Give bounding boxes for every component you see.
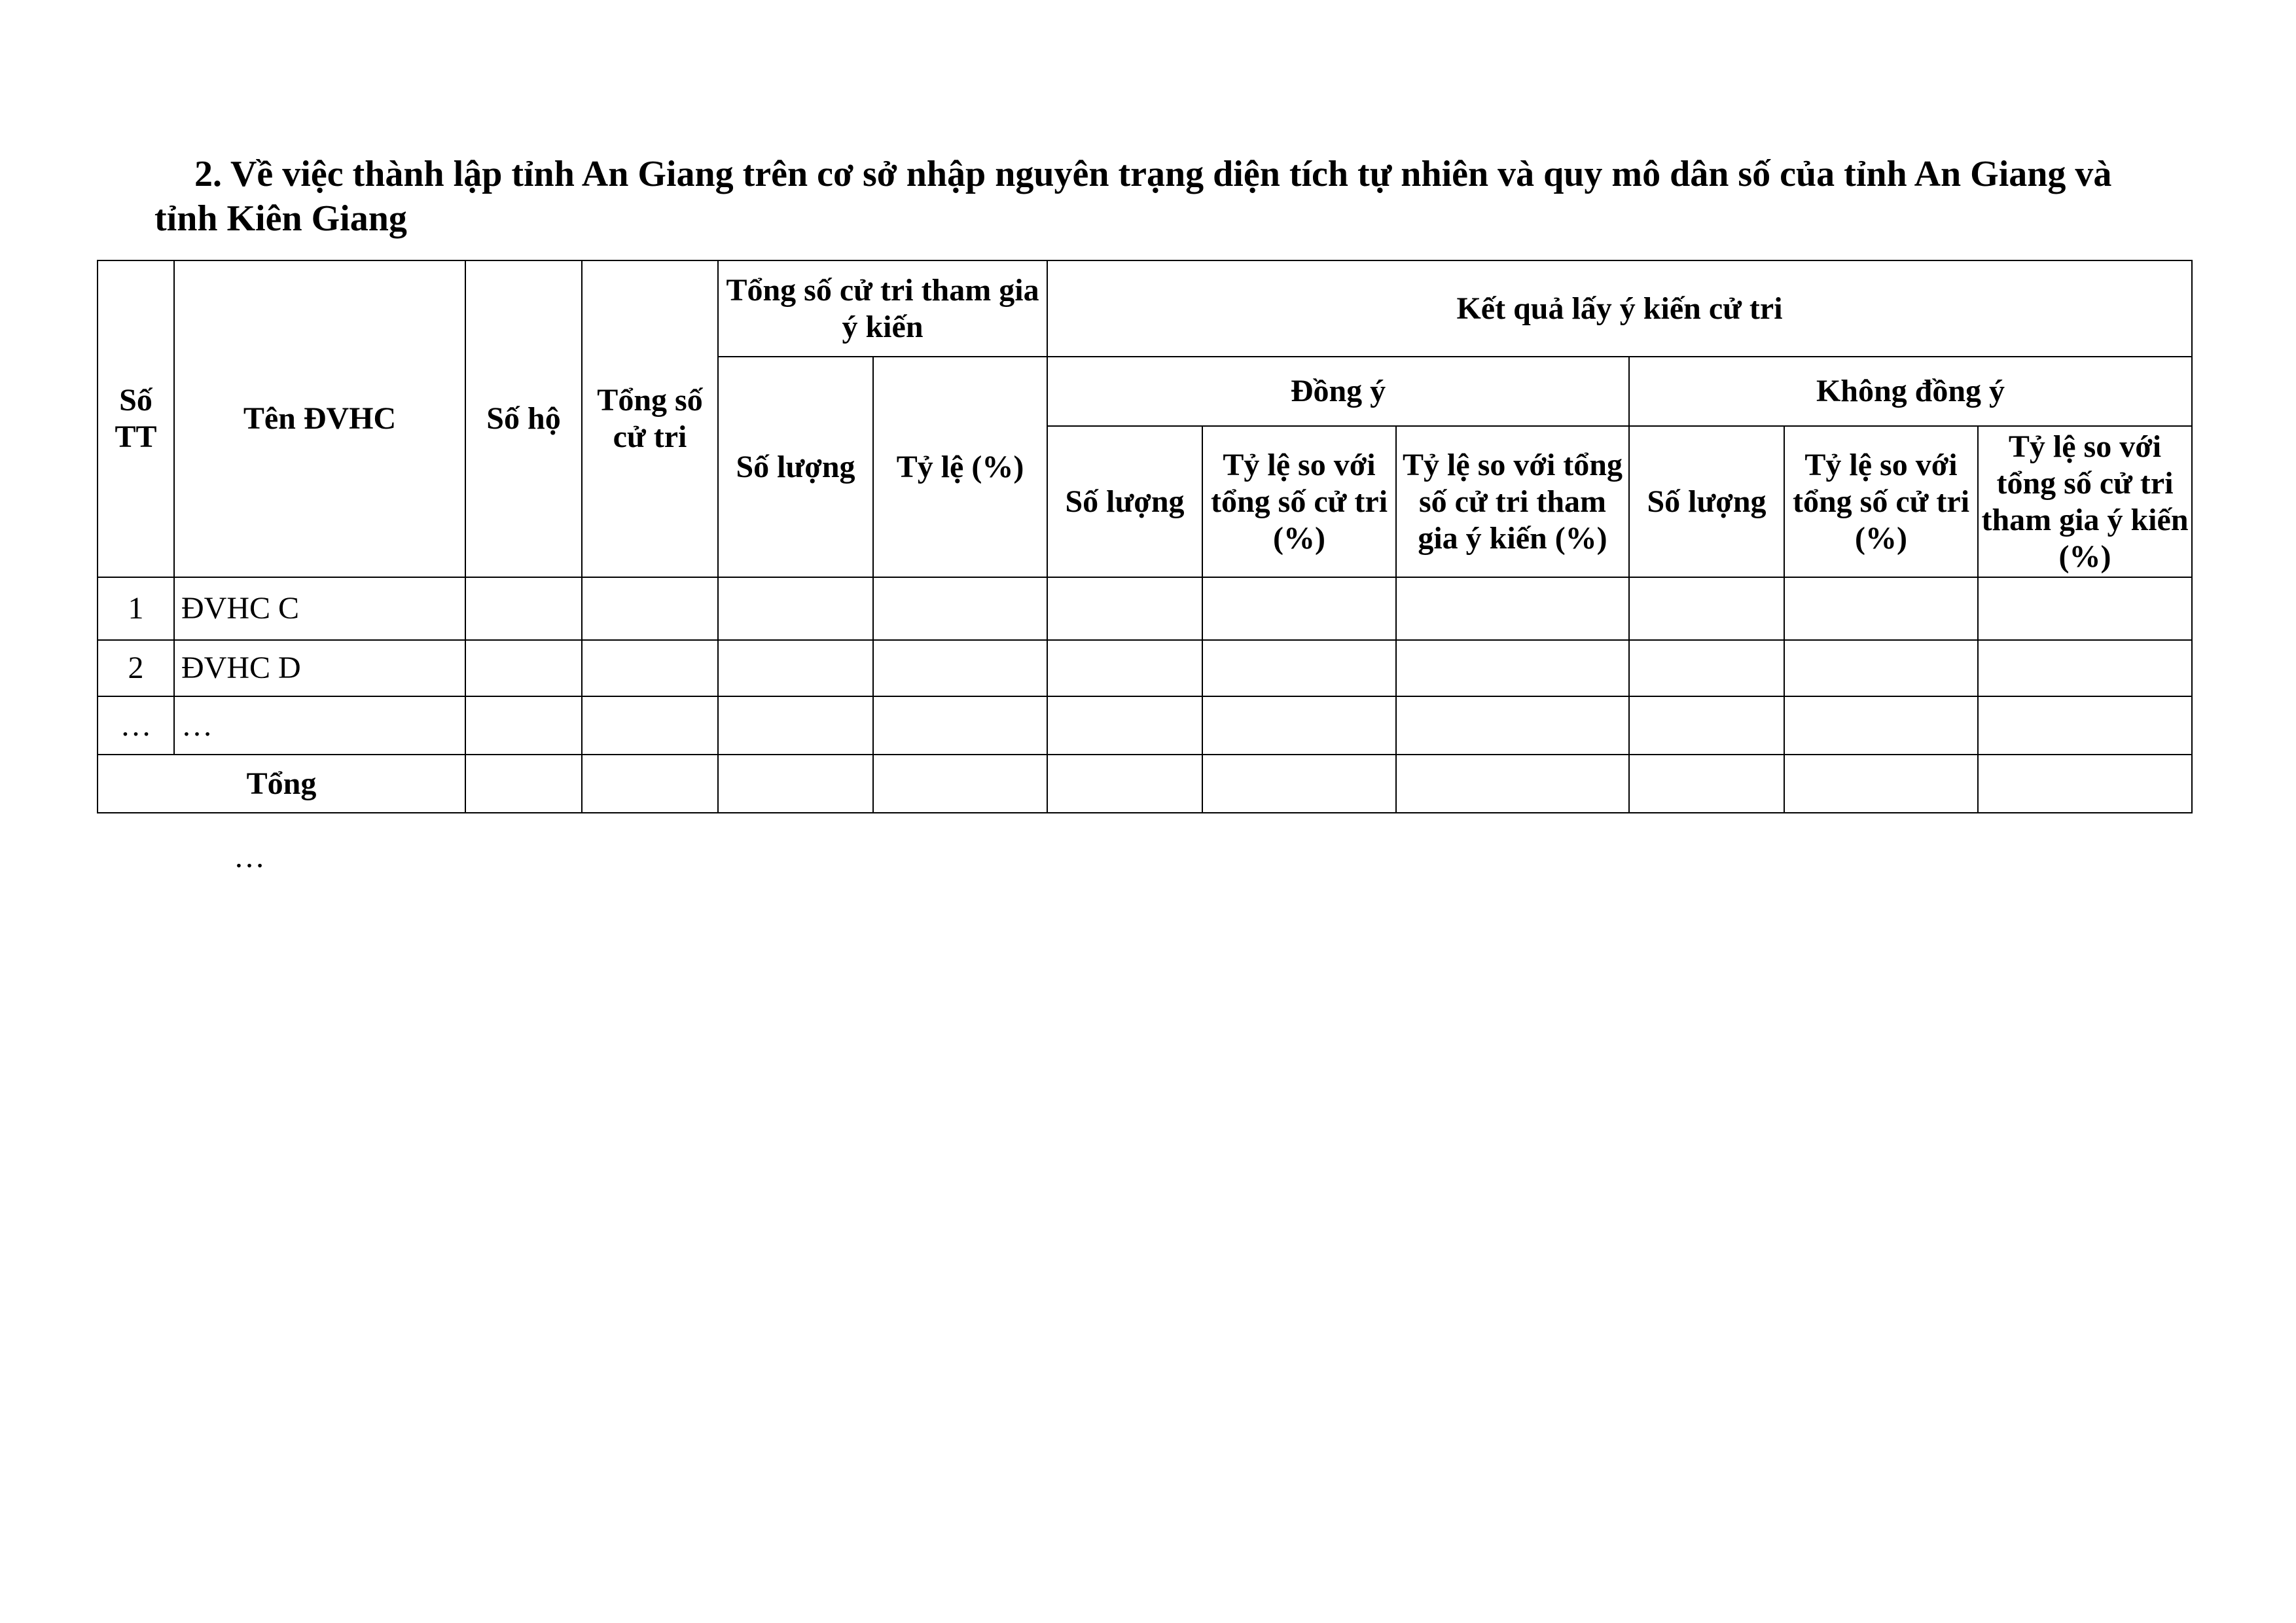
header-dong-y-so-luong: Số lượng [1047,426,1202,577]
cell [1202,577,1396,640]
header-khong-ty-le-tong: Tỷ lệ so với tổng số cử tri (%) [1784,426,1978,577]
cell [873,640,1047,696]
cell [1978,696,2192,755]
cell [1978,755,2192,813]
section-heading-line1: 2. Về việc thành lập tỉnh An Giang trên cơ sở nhập nguyên trạng diện tích tự nhiên và quy mô dân số của tỉnh An Giang và [194,154,2112,194]
table-row [98,640,2192,696]
voter-opinion-table [97,260,2193,813]
cell [1047,640,1202,696]
header-tong-so-cu-tri: Tổng số cử tri [582,260,718,577]
header-dong-y-ty-le-tham-gia: Tỷ lệ so với tổng số cử tri tham gia ý kiến (%) [1396,426,1629,577]
total-row [98,755,2192,813]
cell [1784,755,1978,813]
cell [582,755,718,813]
cell [1784,577,1978,640]
cell [1629,696,1784,755]
header-ten-dvhc: Tên ĐVHC [174,260,465,577]
row-stt: 1 [98,577,174,640]
cell [582,577,718,640]
header-khong-dong-y: Không đồng ý [1629,357,2192,426]
cell [1202,755,1396,813]
cell [1047,577,1202,640]
header-khong-so-luong: Số lượng [1629,426,1784,577]
cell [465,755,582,813]
header-so-ho: Số hộ [465,260,582,577]
cell [1396,640,1629,696]
table-row [98,577,2192,640]
cell [1396,696,1629,755]
cell [873,755,1047,813]
header-ty-le: Tỷ lệ (%) [873,357,1047,577]
cell [1396,577,1629,640]
cell [465,640,582,696]
cell [873,696,1047,755]
cell [1629,577,1784,640]
cell [1784,640,1978,696]
total-label: Tổng [98,755,465,813]
cell [1202,640,1396,696]
row-name: ĐVHC D [174,640,465,696]
section-heading-line2: tỉnh Kiên Giang [154,198,407,239]
cell [718,696,873,755]
section-heading [156,152,2185,241]
cell [718,755,873,813]
header-stt: Số TT [98,260,174,577]
cell [873,577,1047,640]
cell [1396,755,1629,813]
cell [1047,755,1202,813]
cell [1047,696,1202,755]
header-ket-qua: Kết quả lấy ý kiến cử tri [1047,260,2192,357]
cell [582,640,718,696]
trailing-ellipsis: … [234,840,265,874]
row-stt: … [98,696,174,755]
cell [465,577,582,640]
cell [1978,577,2192,640]
header-row-1 [98,260,2192,357]
header-khong-ty-le-tham-gia: Tỷ lệ so với tổng số cử tri tham gia ý kiến (%) [1978,426,2192,577]
cell [1629,640,1784,696]
cell [718,577,873,640]
header-dong-y-ty-le-tong: Tỷ lệ so với tổng số cử tri (%) [1202,426,1396,577]
cell [465,696,582,755]
cell [1202,696,1396,755]
header-dong-y: Đồng ý [1047,357,1629,426]
header-tong-tham-gia: Tổng số cử tri tham gia ý kiến [718,260,1047,357]
cell [582,696,718,755]
header-so-luong: Số lượng [718,357,873,577]
row-name: ĐVHC C [174,577,465,640]
cell [1784,696,1978,755]
cell [718,640,873,696]
cell [1978,640,2192,696]
table-row [98,696,2192,755]
row-name: … [174,696,465,755]
cell [1629,755,1784,813]
row-stt: 2 [98,640,174,696]
